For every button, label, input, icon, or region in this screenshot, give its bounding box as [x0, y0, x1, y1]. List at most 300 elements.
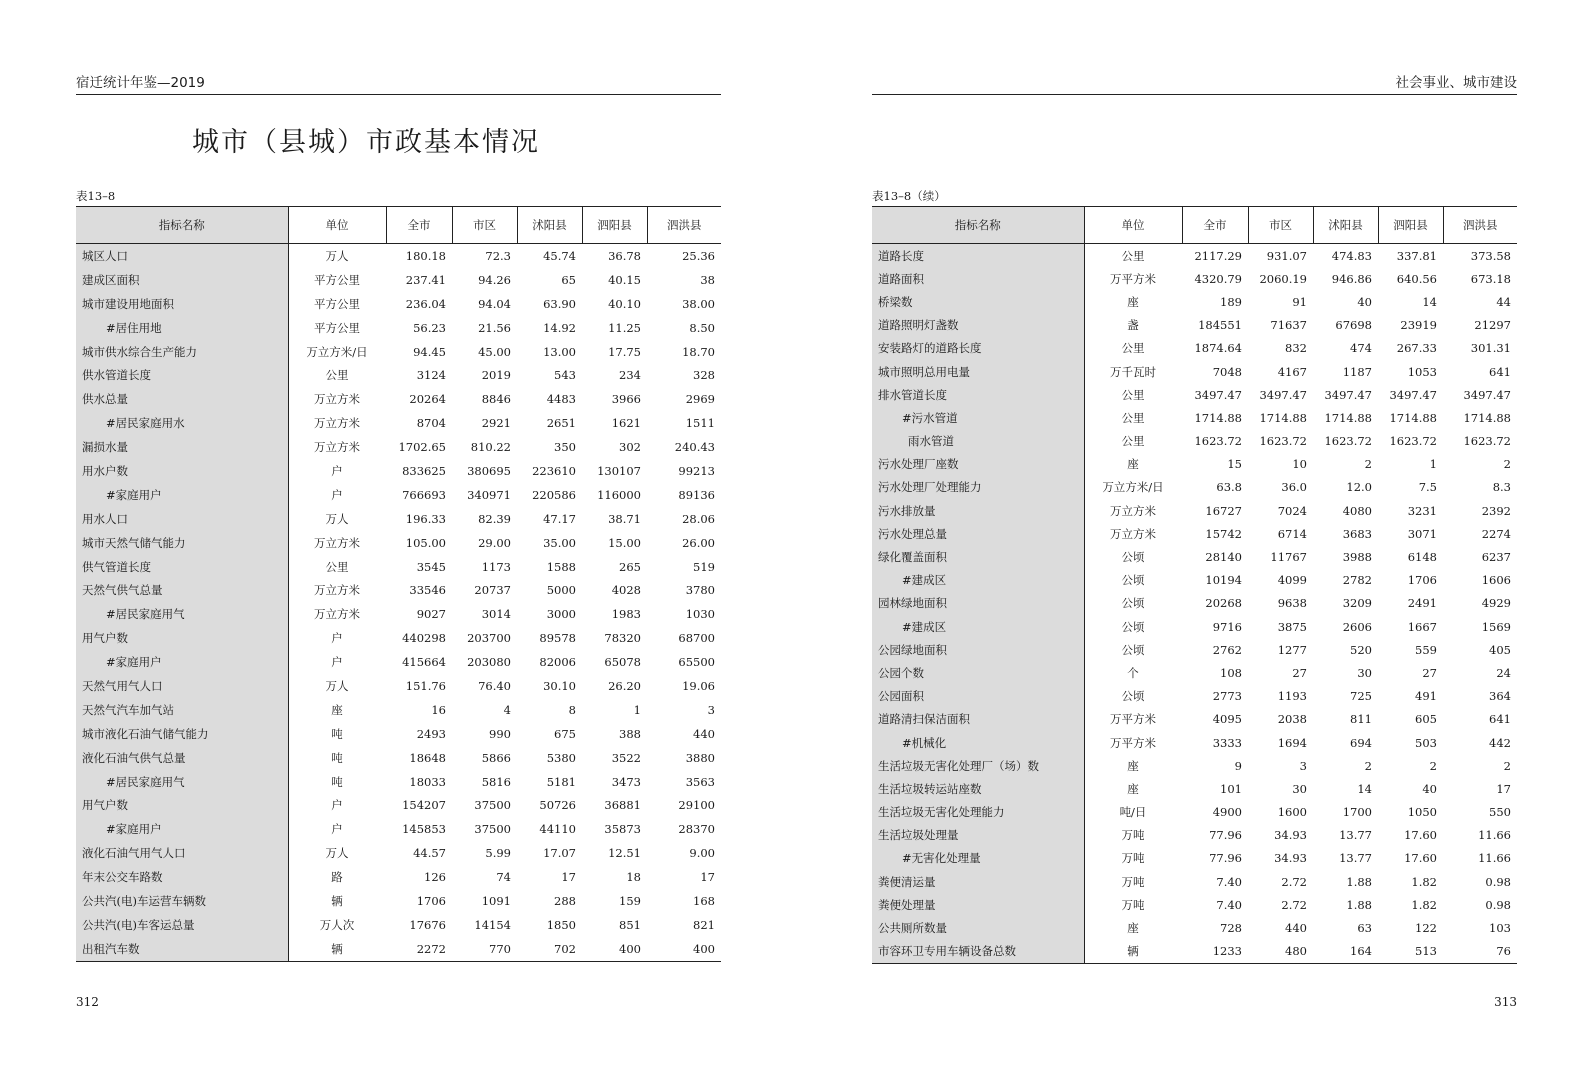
table-row	[76, 602, 721, 626]
indicator-name: 建成区面积	[76, 268, 288, 292]
value-cell: 15.00	[608, 535, 641, 550]
table-row	[76, 578, 721, 602]
column-header: 泗洪县	[1443, 207, 1517, 244]
value-cell: 38	[700, 272, 715, 287]
value-cell: 3497.47	[1194, 387, 1242, 402]
indicator-name: 道路清扫保洁面积	[872, 708, 1084, 731]
value-cell: 2019	[481, 368, 511, 383]
value-cell: 8704	[416, 416, 446, 431]
table-row	[872, 731, 1517, 754]
indicator-unit: 万人次	[319, 917, 355, 932]
indicator-unit: 万立方米	[314, 535, 360, 550]
value-cell: 3000	[546, 607, 576, 622]
indicator-unit: 盏	[1127, 318, 1139, 333]
table-row	[76, 674, 721, 698]
value-cell: 2921	[481, 416, 511, 431]
value-cell: 0.98	[1485, 874, 1511, 889]
table-row	[872, 499, 1517, 522]
table-row	[872, 314, 1517, 337]
value-cell: 17.60	[1404, 828, 1437, 843]
value-cell: 440	[1285, 921, 1307, 936]
value-cell: 76.40	[478, 678, 511, 693]
value-cell: 728	[1220, 921, 1242, 936]
value-cell: 108	[1220, 665, 1242, 680]
table-row	[76, 841, 721, 865]
value-cell: 559	[1415, 642, 1437, 657]
value-cell: 2773	[1212, 689, 1242, 704]
table-row	[76, 531, 721, 555]
indicator-name: 液化石油气供气总量	[76, 746, 288, 770]
table-row	[872, 777, 1517, 800]
table-header-row	[76, 207, 721, 244]
value-cell: 6714	[1277, 526, 1307, 541]
value-cell: 1706	[416, 893, 446, 908]
value-cell: 4929	[1481, 596, 1511, 611]
indicator-name: #无害化处理量	[872, 847, 1084, 870]
value-cell: 1.82	[1411, 897, 1437, 912]
indicator-name: 公共厕所数量	[872, 916, 1084, 939]
indicator-name: #家庭用户	[76, 483, 288, 507]
value-cell: 35.00	[543, 535, 576, 550]
table-row	[872, 847, 1517, 870]
value-cell: 36.0	[1281, 480, 1307, 495]
value-cell: 2	[1429, 758, 1437, 773]
indicator-unit: 户	[331, 463, 343, 478]
value-cell: 405	[1489, 642, 1511, 657]
indicator-name: 园林绿地面积	[872, 592, 1084, 615]
value-cell: 35873	[604, 822, 641, 837]
indicator-unit: 公顷	[1121, 619, 1145, 634]
indicator-name: #污水管道	[872, 406, 1084, 429]
value-cell: 13.77	[1339, 828, 1372, 843]
value-cell: 2274	[1481, 526, 1511, 541]
value-cell: 519	[693, 559, 715, 574]
indicator-unit: 平方公里	[314, 320, 360, 335]
value-cell: 8.50	[689, 320, 715, 335]
value-cell: 10194	[1205, 573, 1242, 588]
indicator-unit: 吨/日	[1119, 805, 1147, 820]
table-row	[76, 340, 721, 364]
value-cell: 833625	[402, 463, 446, 478]
value-cell: 265	[619, 559, 641, 574]
value-cell: 29100	[678, 798, 715, 813]
value-cell: 4320.79	[1194, 271, 1242, 286]
table-row	[872, 522, 1517, 545]
yearbook-title: 宿迁统计年鉴—2019	[76, 75, 205, 91]
value-cell: 2	[1364, 457, 1372, 472]
value-cell: 1091	[481, 893, 511, 908]
indicator-name: 公共汽(电)车客运总量	[76, 913, 288, 937]
column-header: 全市	[1182, 207, 1248, 244]
value-cell: 196.33	[405, 511, 446, 526]
value-cell: 3683	[1342, 526, 1372, 541]
indicator-unit: 万立方米	[314, 440, 360, 455]
value-cell: 2606	[1342, 619, 1372, 634]
indicator-unit: 万平方米	[1110, 271, 1156, 286]
value-cell: 380695	[467, 463, 511, 478]
value-cell: 3988	[1342, 550, 1372, 565]
value-cell: 11.25	[608, 320, 641, 335]
table-label-left: 表13–8	[76, 189, 116, 203]
value-cell: 94.26	[478, 272, 511, 287]
value-cell: 29.00	[478, 535, 511, 550]
value-cell: 23919	[1400, 318, 1437, 333]
value-cell: 2491	[1407, 596, 1437, 611]
value-cell: 12.0	[1346, 480, 1372, 495]
table-row	[872, 638, 1517, 661]
value-cell: 3522	[611, 750, 641, 765]
table-header-row	[872, 207, 1517, 244]
right-page	[872, 0, 1517, 1077]
indicator-name: #建成区	[872, 569, 1084, 592]
value-cell: 45.00	[478, 344, 511, 359]
table-row	[872, 453, 1517, 476]
table-row	[76, 244, 721, 268]
indicator-name: #机械化	[872, 731, 1084, 754]
value-cell: 350	[554, 440, 576, 455]
value-cell: 503	[1415, 735, 1437, 750]
value-cell: 2.72	[1281, 874, 1307, 889]
value-cell: 38.00	[682, 296, 715, 311]
value-cell: 159	[619, 893, 641, 908]
indicator-unit: 吨	[331, 750, 343, 765]
table-row	[76, 435, 721, 459]
value-cell: 1702.65	[398, 440, 446, 455]
indicator-name: 绿化覆盖面积	[872, 545, 1084, 568]
value-cell: 520	[1350, 642, 1372, 657]
value-cell: 1173	[481, 559, 511, 574]
value-cell: 1511	[685, 416, 715, 431]
indicator-name: 出租汽车数	[76, 937, 288, 961]
value-cell: 3473	[611, 774, 641, 789]
indicator-name: 生活垃圾无害化处理能力	[872, 801, 1084, 824]
value-cell: 4080	[1342, 503, 1372, 518]
value-cell: 63	[1357, 921, 1372, 936]
indicator-unit: 辆	[331, 893, 343, 908]
value-cell: 234	[619, 368, 641, 383]
value-cell: 82.39	[478, 511, 511, 526]
value-cell: 2493	[416, 726, 446, 741]
indicator-unit: 万吨	[1121, 874, 1145, 889]
value-cell: 3780	[685, 583, 715, 598]
value-cell: 151.76	[405, 678, 446, 693]
value-cell: 45.74	[543, 248, 576, 263]
indicator-unit: 座	[331, 702, 343, 717]
table-row	[872, 476, 1517, 499]
value-cell: 25.36	[682, 248, 715, 263]
value-cell: 223610	[532, 463, 576, 478]
table-row	[872, 244, 1517, 268]
table-row	[76, 889, 721, 913]
value-cell: 17	[700, 870, 715, 885]
value-cell: 40.10	[608, 296, 641, 311]
indicator-unit: 万吨	[1121, 828, 1145, 843]
value-cell: 203080	[467, 655, 511, 670]
column-header: 市区	[452, 207, 517, 244]
indicator-unit: 座	[1127, 457, 1139, 472]
value-cell: 65500	[678, 655, 715, 670]
value-cell: 164	[1313, 940, 1378, 964]
value-cell: 1050	[1407, 805, 1437, 820]
indicator-unit: 座	[1127, 781, 1139, 796]
value-cell: 673.18	[1470, 271, 1511, 286]
value-cell: 4900	[1212, 805, 1242, 820]
indicator-unit: 户	[331, 655, 343, 670]
value-cell: 14	[1422, 294, 1437, 309]
value-cell: 7048	[1212, 364, 1242, 379]
value-cell: 1714.88	[1324, 410, 1372, 425]
table-row	[872, 360, 1517, 383]
indicator-name: 道路面积	[872, 267, 1084, 290]
indicator-name: 污水处理总量	[872, 522, 1084, 545]
value-cell: 74	[496, 870, 511, 885]
indicator-name: 粪便处理量	[872, 893, 1084, 916]
value-cell: 3497.47	[1324, 387, 1372, 402]
value-cell: 16727	[1205, 503, 1242, 518]
value-cell: 946.86	[1331, 271, 1372, 286]
value-cell: 10	[1292, 457, 1307, 472]
value-cell: 725	[1350, 689, 1372, 704]
value-cell: 480	[1248, 940, 1313, 964]
value-cell: 2	[1503, 457, 1511, 472]
value-cell: 9.00	[689, 846, 715, 861]
table-row	[76, 411, 721, 435]
table-row	[76, 626, 721, 650]
indicator-unit: 公里	[1121, 341, 1145, 356]
page-title: 城市（县城）市政基本情况	[192, 127, 540, 158]
indicator-name: 城市液化石油气储气能力	[76, 722, 288, 746]
value-cell: 2969	[685, 392, 715, 407]
indicator-unit: 公里	[1121, 248, 1145, 263]
value-cell: 94.45	[413, 344, 446, 359]
indicator-unit: 万立方米	[314, 392, 360, 407]
value-cell: 5380	[546, 750, 576, 765]
table-row	[872, 893, 1517, 916]
value-cell: 1030	[685, 607, 715, 622]
stats-table-left	[76, 206, 721, 962]
table-row	[872, 383, 1517, 406]
value-cell: 17676	[409, 917, 446, 932]
value-cell: 851	[619, 917, 641, 932]
value-cell: 14154	[474, 917, 511, 932]
value-cell: 474.83	[1331, 248, 1372, 263]
indicator-name: 供水管道长度	[76, 363, 288, 387]
value-cell: 26.00	[682, 535, 715, 550]
value-cell: 13.77	[1339, 851, 1372, 866]
indicator-name: 污水处理厂处理能力	[872, 476, 1084, 499]
value-cell: 1	[1429, 457, 1437, 472]
indicator-unit: 万吨	[1121, 897, 1145, 912]
value-cell: 2272	[386, 937, 452, 961]
value-cell: 440298	[402, 631, 446, 646]
table-row	[76, 292, 721, 316]
value-cell: 770	[452, 937, 517, 961]
indicator-name: 道路长度	[872, 244, 1084, 268]
value-cell: 168	[693, 893, 715, 908]
indicator-name: 用水户数	[76, 459, 288, 483]
value-cell: 7.5	[1418, 480, 1437, 495]
table-row	[76, 698, 721, 722]
indicator-unit: 平方公里	[314, 272, 360, 287]
running-head-left	[76, 73, 721, 95]
table-row	[872, 916, 1517, 939]
value-cell: 1714.88	[1259, 410, 1307, 425]
value-cell: 130107	[597, 463, 641, 478]
stats-table-right	[872, 206, 1517, 964]
value-cell: 21.56	[478, 320, 511, 335]
value-cell: 2060.19	[1259, 271, 1307, 286]
value-cell: 2762	[1212, 642, 1242, 657]
indicator-unit: 路	[331, 870, 343, 885]
indicator-name: 公共汽(电)车运营车辆数	[76, 889, 288, 913]
value-cell: 1623.72	[1194, 434, 1242, 449]
value-cell: 766693	[402, 487, 446, 502]
value-cell: 18033	[409, 774, 446, 789]
value-cell: 3209	[1342, 596, 1372, 611]
value-cell: 184551	[1198, 318, 1242, 333]
indicator-name: 市容环卫专用车辆设备总数	[872, 940, 1084, 964]
table-row	[76, 459, 721, 483]
table-row	[76, 316, 721, 340]
value-cell: 65078	[604, 655, 641, 670]
column-header: 市区	[1248, 207, 1313, 244]
value-cell: 11.66	[1478, 851, 1511, 866]
value-cell: 236.04	[405, 296, 446, 311]
indicator-name: 年末公交车路数	[76, 865, 288, 889]
value-cell: 34.93	[1274, 828, 1307, 843]
value-cell: 3	[707, 702, 715, 717]
value-cell: 1053	[1407, 364, 1437, 379]
value-cell: 78320	[604, 631, 641, 646]
value-cell: 3497.47	[1259, 387, 1307, 402]
value-cell: 17.07	[543, 846, 576, 861]
value-cell: 5866	[481, 750, 511, 765]
value-cell: 99213	[678, 463, 715, 478]
page-number-right: 313	[1494, 995, 1517, 1009]
column-header: 指标名称	[872, 207, 1084, 244]
value-cell: 27	[1422, 665, 1437, 680]
value-cell: 4483	[546, 392, 576, 407]
value-cell: 105.00	[405, 535, 446, 550]
table-row	[872, 824, 1517, 847]
value-cell: 821	[693, 917, 715, 932]
value-cell: 810.22	[470, 440, 511, 455]
value-cell: 5816	[481, 774, 511, 789]
value-cell: 400	[647, 937, 721, 961]
value-cell: 180.18	[405, 248, 446, 263]
indicator-unit: 个	[1127, 665, 1139, 680]
value-cell: 237.41	[405, 272, 446, 287]
value-cell: 24	[1496, 665, 1511, 680]
value-cell: 605	[1415, 712, 1437, 727]
value-cell: 3071	[1407, 526, 1437, 541]
value-cell: 11767	[1270, 550, 1307, 565]
value-cell: 1	[633, 702, 641, 717]
table-row	[76, 363, 721, 387]
value-cell: 0.98	[1485, 897, 1511, 912]
table-row	[76, 770, 721, 794]
table-row	[76, 722, 721, 746]
value-cell: 26.20	[608, 678, 641, 693]
value-cell: 640.56	[1396, 271, 1437, 286]
value-cell: 1621	[611, 416, 641, 431]
indicator-name: 公园绿地面积	[872, 638, 1084, 661]
value-cell: 3	[1299, 758, 1307, 773]
value-cell: 474	[1350, 341, 1372, 356]
value-cell: 13.00	[543, 344, 576, 359]
value-cell: 145853	[402, 822, 446, 837]
value-cell: 76	[1443, 940, 1517, 964]
indicator-unit: 平方公里	[314, 296, 360, 311]
value-cell: 1277	[1277, 642, 1307, 657]
indicator-name: 城市供水综合生产能力	[76, 340, 288, 364]
value-cell: 82006	[539, 655, 576, 670]
table-row	[76, 937, 721, 961]
column-header: 指标名称	[76, 207, 288, 244]
table-row	[872, 661, 1517, 684]
column-header: 泗阳县	[1378, 207, 1443, 244]
value-cell: 240.43	[674, 440, 715, 455]
indicator-name: 安装路灯的道路长度	[872, 337, 1084, 360]
table-row	[872, 615, 1517, 638]
value-cell: 36.78	[608, 248, 641, 263]
value-cell: 38.71	[608, 511, 641, 526]
value-cell: 4167	[1277, 364, 1307, 379]
table-row	[872, 754, 1517, 777]
indicator-unit: 公顷	[1121, 596, 1145, 611]
indicator-name: 液化石油气用气人口	[76, 841, 288, 865]
value-cell: 21297	[1474, 318, 1511, 333]
value-cell: 77.96	[1209, 828, 1242, 843]
indicator-name: 道路照明灯盏数	[872, 314, 1084, 337]
indicator-name: 天然气供气总量	[76, 578, 288, 602]
table-row	[76, 650, 721, 674]
value-cell: 1606	[1481, 573, 1511, 588]
column-header: 全市	[386, 207, 452, 244]
value-cell: 302	[619, 440, 641, 455]
value-cell: 63.90	[543, 296, 576, 311]
value-cell: 2782	[1342, 573, 1372, 588]
value-cell: 17	[561, 870, 576, 885]
value-cell: 20737	[474, 583, 511, 598]
indicator-unit: 公里	[1121, 434, 1145, 449]
value-cell: 4028	[611, 583, 641, 598]
value-cell: 301.31	[1470, 341, 1511, 356]
value-cell: 7.40	[1216, 874, 1242, 889]
value-cell: 2	[1503, 758, 1511, 773]
indicator-unit: 公里	[1121, 387, 1145, 402]
value-cell: 30.10	[543, 678, 576, 693]
value-cell: 27	[1292, 665, 1307, 680]
value-cell: 2651	[546, 416, 576, 431]
value-cell: 3497.47	[1463, 387, 1511, 402]
value-cell: 3014	[481, 607, 511, 622]
table-row	[872, 406, 1517, 429]
table-row	[872, 545, 1517, 568]
indicator-name: 公园个数	[872, 661, 1084, 684]
value-cell: 9	[1234, 758, 1242, 773]
table-row	[76, 793, 721, 817]
value-cell: 3497.47	[1389, 387, 1437, 402]
indicator-unit: 公里	[325, 368, 349, 383]
value-cell: 154207	[402, 798, 446, 813]
indicator-unit: 座	[1127, 921, 1139, 936]
value-cell: 9716	[1212, 619, 1242, 634]
value-cell: 37500	[474, 822, 511, 837]
value-cell: 328	[693, 368, 715, 383]
left-page	[76, 0, 721, 1077]
value-cell: 28370	[678, 822, 715, 837]
